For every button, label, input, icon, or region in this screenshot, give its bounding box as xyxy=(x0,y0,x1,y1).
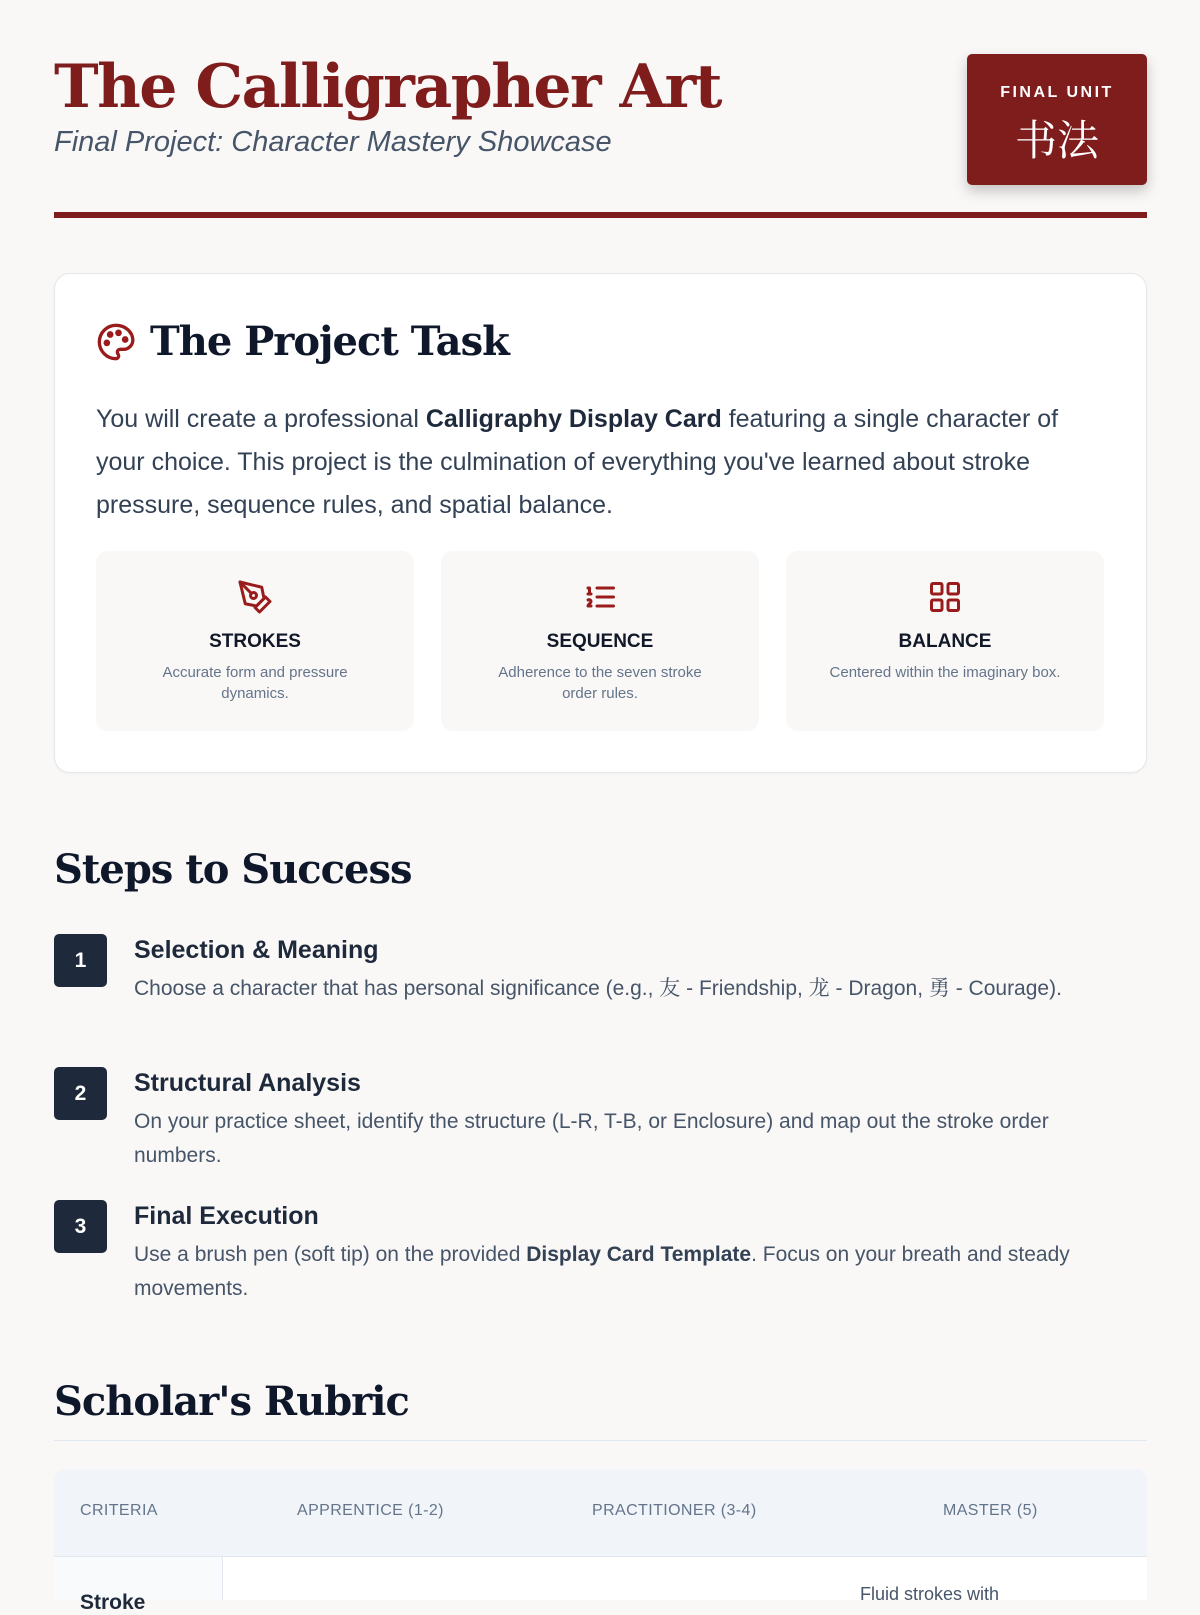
grid-icon xyxy=(927,579,963,615)
palette-icon xyxy=(96,322,136,362)
rubric-table-header xyxy=(54,1469,1147,1557)
pillar-desc: Centered within the imaginary box. xyxy=(829,664,1061,681)
table-row xyxy=(54,1557,1147,1614)
step-body: On your practice sheet, identify the structure (L-R, T-B, or Enclosure) and map out the stroke order numbers. xyxy=(134,1110,1049,1167)
pillar-title: SEQUENCE xyxy=(546,631,654,652)
pen-nib-icon xyxy=(237,579,273,615)
column-header-criteria: CRITERIA xyxy=(80,1502,158,1519)
project-task-card xyxy=(54,273,1147,773)
calligraphy-characters: 书法 xyxy=(1014,116,1099,165)
step-body-emphasis: Display Card Template xyxy=(526,1243,752,1266)
steps-section-title: Steps to Success xyxy=(54,846,412,893)
task-desc-emphasis: Calligraphy Display Card xyxy=(425,405,722,433)
step-body-text: Use a brush pen (soft tip) on the provided xyxy=(134,1243,527,1266)
step-title: Final Execution xyxy=(134,1202,319,1230)
task-description xyxy=(96,398,1106,527)
rubric-section-title: Scholar's Rubric xyxy=(54,1378,409,1425)
column-header-apprentice: APPRENTICE (1-2) xyxy=(297,1502,444,1519)
step-number: 2 xyxy=(54,1067,107,1120)
numbered-list-icon xyxy=(582,579,618,615)
column-header-practitioner: PRACTITIONER (3-4) xyxy=(592,1502,757,1519)
final-unit-badge xyxy=(967,54,1147,185)
step-title: Structural Analysis xyxy=(134,1069,361,1097)
step-number: 3 xyxy=(54,1200,107,1253)
step-body xyxy=(134,1238,1134,1306)
pillar-desc: Accurate form and pressure dynamics. xyxy=(162,664,348,702)
pillar-title: BALANCE xyxy=(898,631,992,652)
pillar-title: STROKES xyxy=(209,631,301,652)
criteria-pillars xyxy=(96,551,1104,731)
task-desc-text: You will create a professional xyxy=(96,405,426,433)
task-title: The Project Task xyxy=(150,318,509,365)
page-header xyxy=(54,0,1147,218)
rubric-divider xyxy=(54,1440,1147,1441)
step-title: Selection & Meaning xyxy=(134,936,379,964)
step-body-text: . Focus on your breath and steady movements. xyxy=(134,1243,1070,1300)
pillar-balance xyxy=(786,551,1104,731)
task-heading xyxy=(96,318,509,365)
task-desc-text: featuring a single character of your choice. This project is the culmination of everything you've learned about stroke pressure, sequence rules, and spatial balance. xyxy=(96,405,1059,519)
criteria-label: Stroke xyxy=(80,1591,146,1614)
pillar-sequence xyxy=(441,551,759,731)
step-number: 1 xyxy=(54,934,107,987)
pillar-strokes xyxy=(96,551,414,731)
final-unit-label: FINAL UNIT xyxy=(1000,84,1114,101)
column-header-master: MASTER (5) xyxy=(943,1502,1038,1519)
master-cell: Fluid strokes with xyxy=(860,1584,1000,1604)
page-title: The Calligrapher Art xyxy=(54,52,721,122)
pillar-desc: Adherence to the seven stroke order rules. xyxy=(498,664,702,702)
page-subtitle: Final Project: Character Mastery Showcase xyxy=(54,126,612,158)
page xyxy=(54,0,1147,1614)
step-body: Choose a character that has personal significance (e.g., 友 - Friendship, 龙 - Dragon, 勇 - Courage). xyxy=(134,977,1062,1000)
